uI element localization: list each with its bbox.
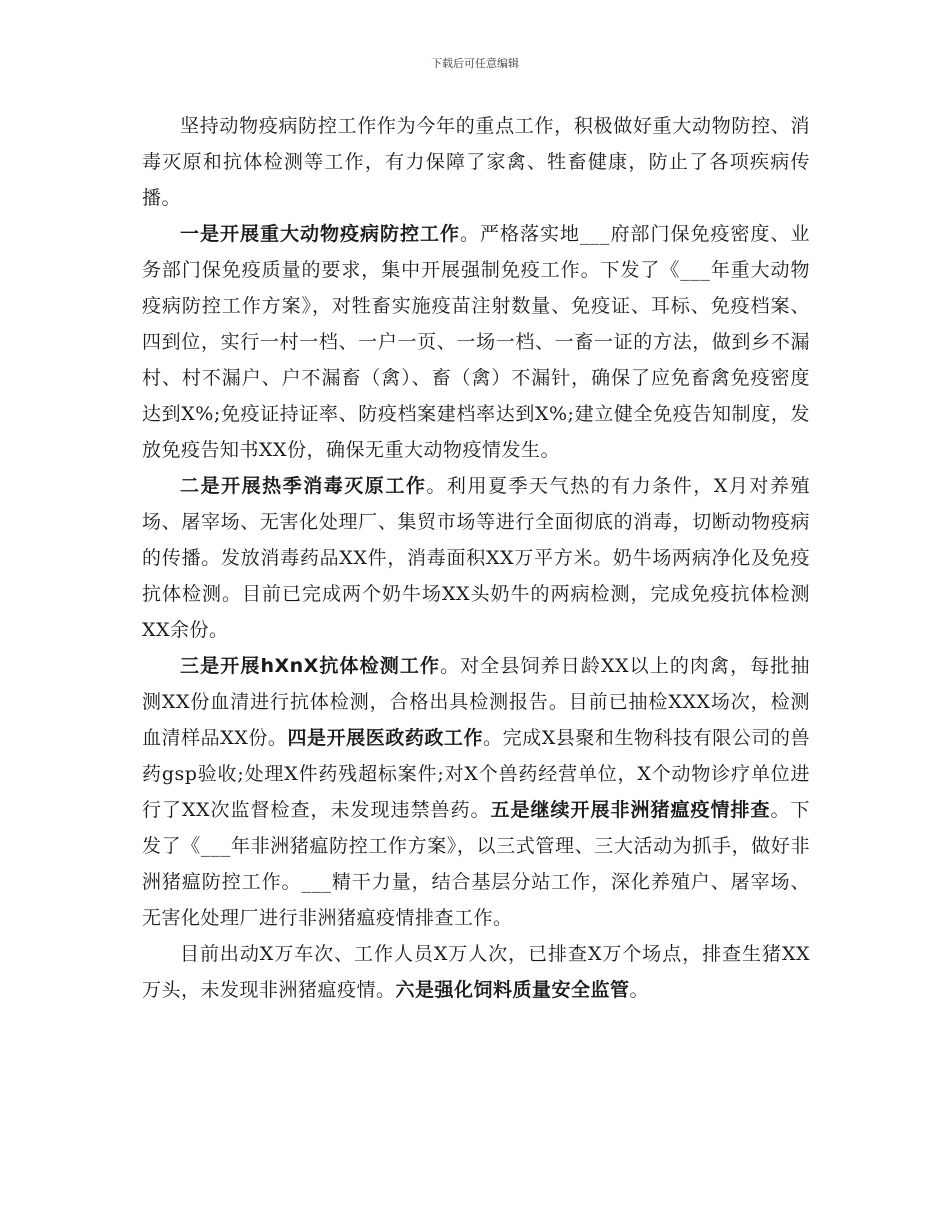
paragraph-swine-fever-results bbox=[142, 936, 810, 1008]
paragraph-text: 。严格落实地___府部门保免疫密度、业务部门保免疫质量的要求，集中开展强制免疫工作。下发了《___年重大动物疫病防控工作方案》，对牲畜实施疫苗注射数量、免疫证、耳标、免疫档案、四到位，实行一村一档、一户一页、一场一档、一畜一证的方法，做到乡不漏村、村不漏户、户不漏畜（禽）、畜（禽）不漏针，确保了应免畜禽免疫密度达到X%;免疫证持证率、防疫档案建档率达到X%;建立健全免疫告知制度，发放免疫告知书XX份，确保无重大动物疫情发生。 bbox=[142, 223, 810, 461]
paragraph-text: 目前出动X万车次、工作人员X万人次，已排查X万个场点，排查生猪XX万头，未发现非洲猪瘟疫情。 bbox=[142, 943, 810, 1001]
paragraph-text: 。对全县饲养日龄XX以上的肉禽，每批抽测XX份血清进行抗体检测，合格出具检测报告。目前已抽检XXX场次，检测血清样品XX份。 bbox=[142, 655, 810, 749]
paragraph-text: 。下发了《___年非洲猪瘟防控工作方案》，以三式管理、三大活动为抓手，做好非洲猪瘟防控工作。___精干力量，结合基层分站工作，深化养殖户、屠宰场、无害化处理厂进行非洲猪瘟疫情排查工作。 bbox=[142, 799, 810, 929]
paragraph-text: 。 bbox=[629, 979, 650, 1001]
section-lead: 五是继续开展非洲猪瘟疫情排查 bbox=[490, 799, 771, 821]
page-header: 下载后可任意编辑 bbox=[431, 57, 519, 70]
section-lead: 二是开展热季消毒灭原工作 bbox=[180, 475, 427, 497]
section-lead: 一是开展重大动物疫病防控工作 bbox=[180, 223, 460, 245]
section-lead: 三是开展hXnX抗体检测工作 bbox=[180, 655, 441, 677]
paragraph-epidemic-control bbox=[142, 216, 810, 468]
paragraph-disinfection bbox=[142, 468, 810, 648]
section-lead: 四是开展医政药政工作 bbox=[287, 727, 484, 749]
paragraph-text: 。完成X县聚和生物科技有限公司的兽药gsp验收;处理X件药残超标案件;对X个兽药经营单位，X个动物诊疗单位进行了XX次监督检查，未发现违禁兽药。 bbox=[142, 727, 810, 821]
section-lead: 六是强化饲料质量安全监管 bbox=[395, 979, 630, 1001]
paragraph-antibody-testing bbox=[142, 648, 810, 936]
paragraph-intro bbox=[142, 108, 810, 216]
paragraph-text: 。利用夏季天气热的有力条件，X月对养殖场、屠宰场、无害化处理厂、集贸市场等进行全面彻底的消毒，切断动物疫病的传播。发放消毒药品XX件，消毒面积XX万平方米。奶牛场两病净化及免疫抗体检测。目前已完成两个奶牛场XX头奶牛的两病检测，完成免疫抗体检测XX余份。 bbox=[142, 475, 810, 641]
paragraph-text: 坚持动物疫病防控工作作为今年的重点工作，积极做好重大动物防控、消毒灭原和抗体检测等工作，有力保障了家禽、牲畜健康，防止了各项疾病传播。 bbox=[142, 115, 810, 209]
document-body bbox=[142, 108, 810, 1008]
